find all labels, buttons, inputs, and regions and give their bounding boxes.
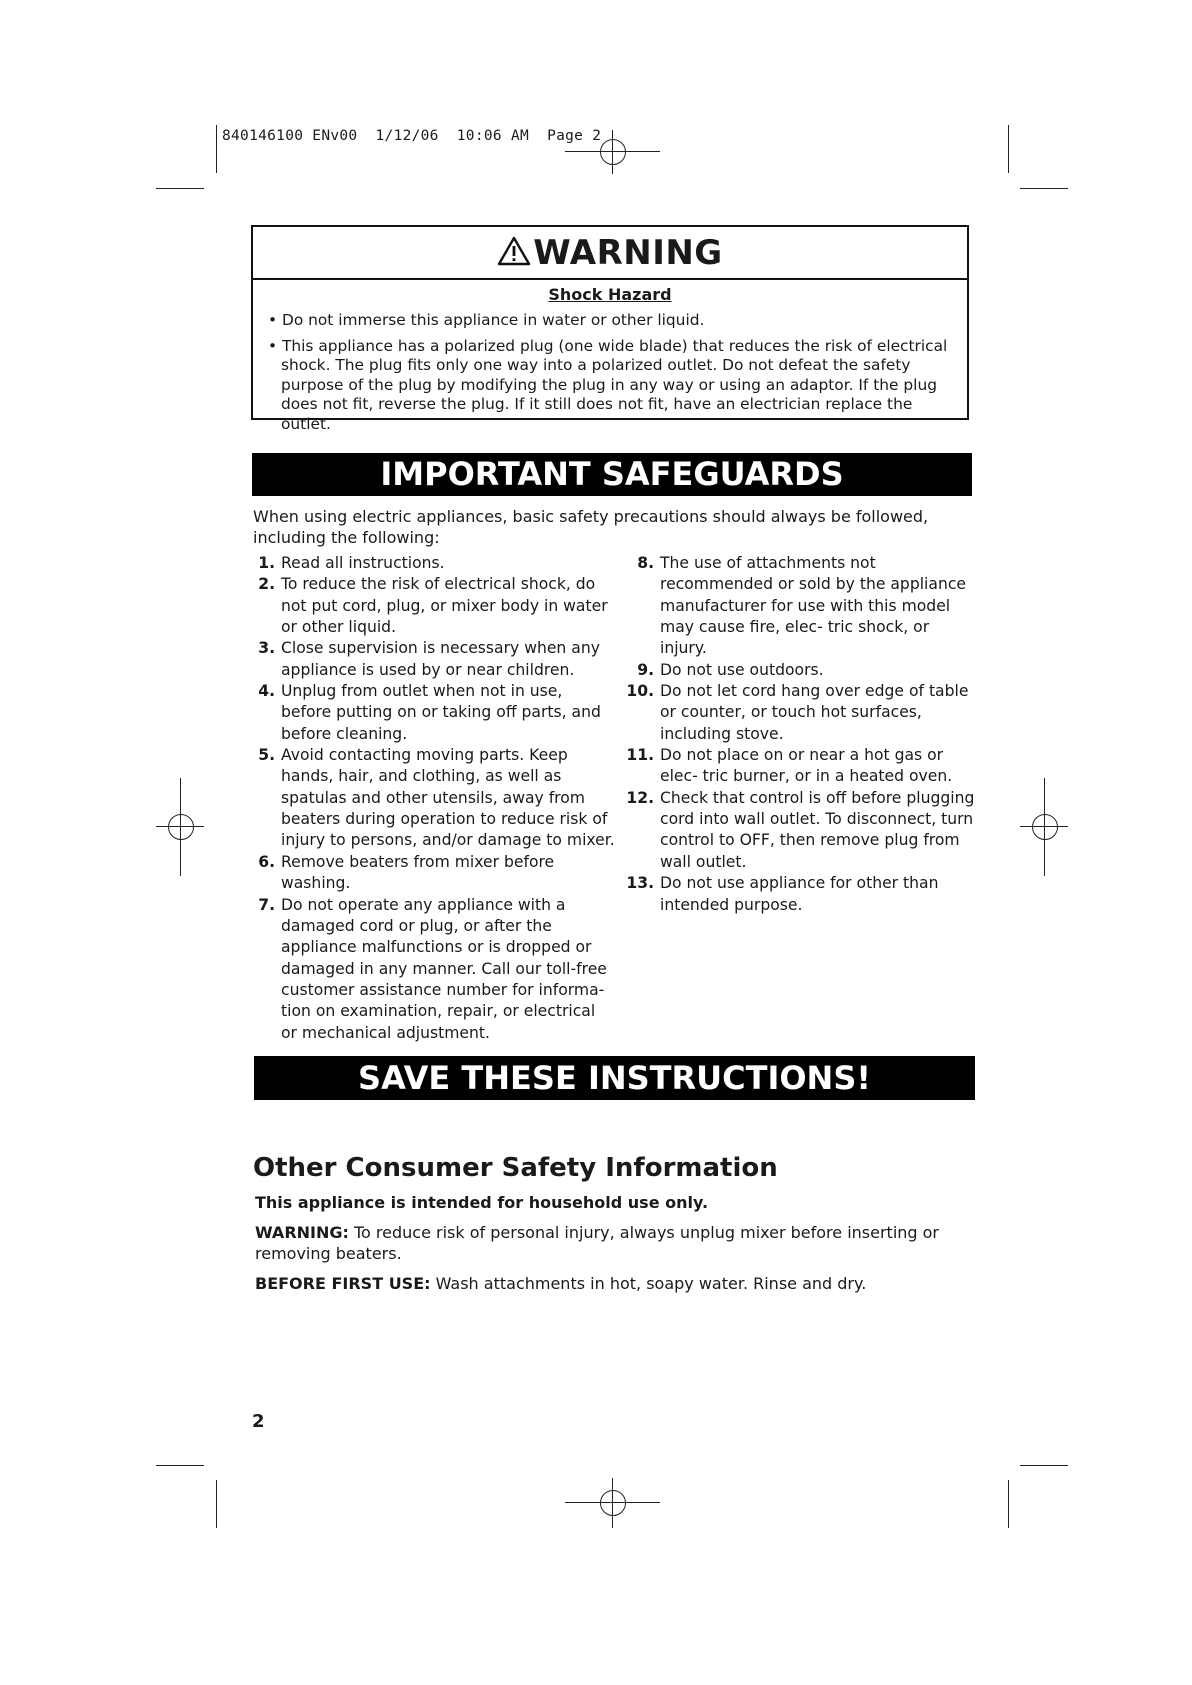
safeguard-text: Do not place on or near a hot gas or elec- tric burner, or in a heated oven. — [660, 746, 953, 786]
safeguard-number: 13. — [626, 874, 654, 893]
safeguard-number: 6. — [258, 852, 275, 871]
safeguard-number: 9. — [637, 660, 654, 679]
safeguard-text: Do not use appliance for other than intended purpose. — [660, 874, 939, 914]
warning-title: WARNING — [533, 232, 723, 273]
warning-text: To reduce risk of personal injury, always unplug mixer before inserting or removing beaters. — [255, 1223, 940, 1263]
first-use-label: BEFORE FIRST USE: — [255, 1274, 431, 1293]
safeguard-text: Read all instructions. — [281, 554, 445, 572]
other-safety-title: Other Consumer Safety Information — [253, 1153, 778, 1183]
safeguard-number: 8. — [637, 554, 654, 572]
shock-hazard-title: Shock Hazard — [548, 285, 672, 304]
safeguard-number: 2. — [258, 575, 275, 594]
safeguards-intro: When using electric appliances, basic safety precautions should always be followed, including the following: — [253, 507, 929, 547]
safeguards-list-left — [255, 553, 615, 1044]
safeguard-item — [624, 788, 976, 873]
safeguard-text: Remove beaters from mixer before washing. — [281, 852, 555, 893]
safeguard-item — [255, 681, 615, 745]
safeguard-number: 3. — [258, 639, 275, 658]
first-use-text: Wash attachments in hot, soapy water. Rinse and dry. — [430, 1274, 867, 1293]
safeguard-item — [624, 660, 976, 681]
safeguard-text: Do not use outdoors. — [660, 660, 824, 679]
important-safeguards-banner: IMPORTANT SAFEGUARDS — [252, 453, 972, 496]
warning-paragraph — [255, 1222, 955, 1264]
safeguard-number: 11. — [626, 746, 654, 765]
warning-heading — [253, 227, 967, 280]
household-use-note: This appliance is intended for household use only. — [255, 1193, 709, 1212]
safeguard-text: Do not let cord hang over edge of table or counter, or touch hot surfaces, including stove. — [660, 682, 969, 743]
safeguard-item — [255, 574, 615, 638]
safeguard-text: Check that control is off before plugging cord into wall outlet. To disconnect, turn control to OFF, then remove plug from wall outlet. — [660, 788, 975, 871]
safeguard-number: 10. — [626, 682, 654, 701]
first-use-paragraph — [255, 1273, 955, 1294]
page-number: 2 — [252, 1411, 265, 1432]
safeguard-text: Unplug from outlet when not in use, before putting on or taking off parts, and before cleaning. — [281, 682, 601, 743]
warning-bullet: • Do not immerse this appliance in water or other liquid. — [268, 311, 705, 329]
warning-bullet: • This appliance has a polarized plug (one wide blade) that reduces the risk of electrical shock. The plug fits only one way into a polarized outlet. Do not defeat the safety purpose of the plug by modifying the plug in any way or using an adaptor. If the plug does not fit, reverse the plug. If it still does not fit, have an electrician replace the outlet. — [268, 336, 948, 433]
safeguard-text: Do not operate any appliance with a damaged cord or plug, or after the appliance malfunctions or is dropped or damaged in any manner. Call our toll-free customer assistance number for informa- tion on examination, repair, or electrical or mechanical adjustment. — [281, 895, 607, 1042]
safeguard-text: To reduce the risk of electrical shock, do not put cord, plug, or mixer body in water or other liquid. — [281, 575, 608, 637]
warning-box — [251, 225, 969, 433]
safeguards-list-right — [624, 553, 976, 916]
safeguard-number: 4. — [258, 682, 275, 701]
save-instructions-banner: SAVE THESE INSTRUCTIONS! — [254, 1056, 975, 1100]
safeguard-number: 1. — [258, 554, 275, 572]
safeguard-item — [624, 553, 976, 660]
safeguard-item — [255, 745, 615, 852]
safeguard-number: 12. — [626, 788, 654, 807]
warning-triangle-icon — [497, 236, 531, 266]
safeguard-item — [255, 638, 615, 681]
safeguard-item — [624, 681, 976, 745]
safeguard-item — [624, 873, 976, 916]
safeguard-number: 7. — [258, 895, 275, 914]
safeguard-item — [255, 553, 615, 574]
safeguard-item — [624, 745, 976, 788]
safeguard-text: Avoid contacting moving parts. Keep hands, hair, and clothing, as well as spatulas and other utensils, away from beaters during operation to reduce risk of injury to persons, and/or damage to mixer. — [281, 746, 615, 850]
safeguard-item — [255, 852, 615, 895]
warning-label: WARNING: — [255, 1223, 349, 1242]
print-slug: 840146100 ENv00 1/12/06 10:06 AM Page 2 — [222, 128, 602, 144]
safeguard-text: The use of attachments not recommended or sold by the appliance manufacturer for use with this model may cause fire, elec- tric shock, or injury. — [660, 554, 966, 658]
safeguard-text: Close supervision is necessary when any appliance is used by or near children. — [281, 639, 600, 679]
safeguard-number: 5. — [258, 746, 275, 765]
safeguard-item — [255, 895, 615, 1044]
